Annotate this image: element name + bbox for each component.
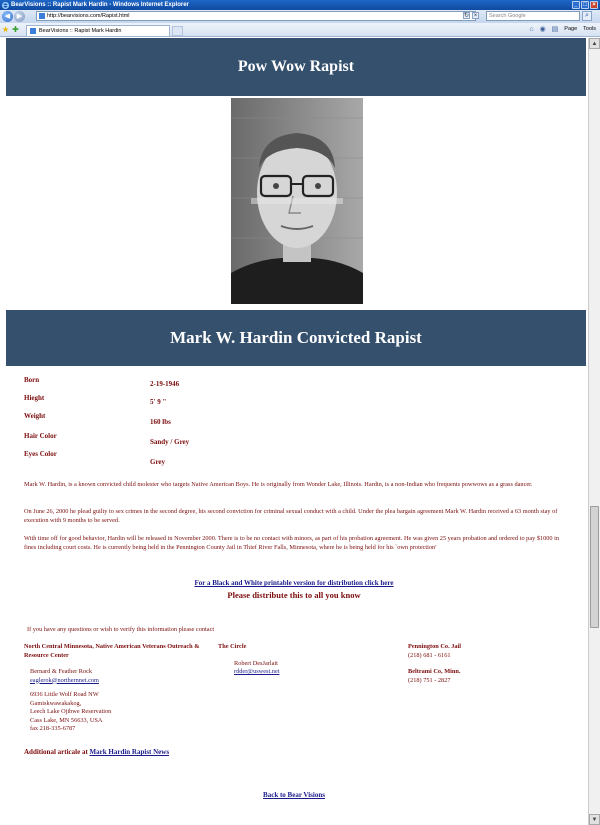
address-line: Leech Lake Ojibwe Reservation <box>30 708 112 715</box>
page-title-banner: Pow Wow Rapist <box>6 38 586 96</box>
address-bar[interactable] <box>36 11 476 21</box>
ncm-email-link[interactable]: eaglerok@northernnet.com <box>30 676 99 684</box>
forward-button[interactable]: ▶ <box>14 11 25 22</box>
additional-articles <box>24 748 169 756</box>
minimize-button[interactable]: _ <box>572 1 580 9</box>
contact-jails <box>408 643 568 685</box>
detail-label: Hieght <box>24 394 45 402</box>
close-button[interactable]: × <box>590 1 598 9</box>
address-line: fax 218-335-6787 <box>30 725 76 732</box>
paragraph-release: With time off for good behavior, Hardin will be released in November 2000. There is to be no contact with minors, as part of his probation agreement. He was given 25 years probation and ordered to pay $1000 in fines including court costs. He is currently being held in the Pennington County Jail in Thief River Falls, Minnesota, where he is being held for his `own protection' <box>24 535 560 551</box>
page-icon <box>39 13 45 19</box>
detail-value: 160 lbs <box>150 418 171 426</box>
circle-email-link[interactable]: rdder@uswest.net <box>234 668 280 675</box>
detail-value: 5' 9 " <box>150 398 167 406</box>
maximize-button[interactable]: □ <box>581 1 589 9</box>
stop-button[interactable]: × <box>473 12 478 19</box>
paragraph-intro: Mark W. Hardin, is a known convicted child molester who targets Native American Boys. He is originally from Wonder Lake, Illinois. Hardin, is a non-Indian who frequents powwows as a grass dancer. <box>24 481 533 488</box>
contact-ncm <box>24 643 204 734</box>
contact-circle <box>218 643 378 677</box>
detail-label: Born <box>24 376 40 384</box>
back-link-wrap <box>0 784 588 802</box>
ncm-title: North Central Minnesota, Native American Veterans Outreach & Resource Center <box>24 643 200 659</box>
contact-intro: If you have any questions or wish to verify this information please contact <box>27 626 215 633</box>
vertical-scrollbar[interactable] <box>588 38 600 825</box>
rapist-news-link[interactable]: Mark Hardin Rapist News <box>89 748 170 756</box>
back-to-bear-visions-link[interactable]: Back to Bear Visions <box>263 791 325 799</box>
pennington-title: Pennington Co. Jail <box>408 643 462 650</box>
print-icon[interactable]: ▤ <box>551 26 559 33</box>
scroll-down-icon[interactable]: ▼ <box>589 814 600 825</box>
favorites-star-icon[interactable]: ★ <box>2 25 10 34</box>
search-icon[interactable]: ⌕ <box>582 11 592 21</box>
home-icon[interactable]: ⌂ <box>529 25 534 33</box>
page-menu[interactable]: Page <box>564 26 578 32</box>
detail-label: Weight <box>24 412 46 420</box>
tab-bar <box>0 23 600 37</box>
address-line: Gamiskwawakakog, <box>30 699 82 707</box>
new-tab-button[interactable] <box>172 26 183 36</box>
refresh-button[interactable]: ↻ <box>463 12 470 19</box>
feeds-icon[interactable]: ◉ <box>539 26 546 33</box>
distribute-notice: Please distribute this to all you know <box>227 590 361 600</box>
detail-label: Eyes Color <box>24 450 57 458</box>
tab-page-icon <box>30 28 36 34</box>
beltrami-title: Beltrami Co, Minn. <box>408 668 461 675</box>
address-line: Cass Lake, MN 56633, USA <box>30 716 103 724</box>
ncm-address <box>24 691 204 734</box>
detail-value: Grey <box>150 458 166 466</box>
rapist-name-banner: Mark W. Hardin Convicted Rapist <box>6 310 586 366</box>
navigation-bar <box>0 10 600 23</box>
circle-title: The Circle <box>218 643 247 650</box>
beltrami-phone: (218) 751 - 2827 <box>408 676 451 684</box>
additional-prefix: Additional articale at <box>24 748 88 756</box>
tab-current[interactable] <box>26 25 170 36</box>
window-title: BearVisions :: Rapist Mark Hardin - Windows Internet Explorer <box>11 2 189 8</box>
scroll-thumb[interactable] <box>590 506 599 628</box>
mugshot-photo <box>231 98 363 304</box>
detail-value: 2-19-1946 <box>150 380 180 388</box>
page-viewport <box>0 38 588 825</box>
paragraph-plea: On June 26, 2000 he plead guilty to sex crimes in the second degree, his second conviction for criminal sexual conduct with a child. Under the plea bargain agreement Mark W. Hardin received a 63 month stay of execution with 9 months to be served. <box>24 508 558 524</box>
window-titlebar <box>0 0 600 10</box>
scroll-up-icon[interactable]: ▲ <box>589 38 600 49</box>
tools-menu[interactable]: Tools <box>583 26 596 32</box>
detail-label: Hair Color <box>24 432 57 440</box>
back-button[interactable]: ◀ <box>2 11 13 22</box>
circle-person: Robert DesJarlait <box>234 659 278 667</box>
printable-version-link[interactable]: For a Black and White printable version for distribution click here <box>194 579 394 587</box>
address-line: 6936 Little Wolf Road NW <box>30 691 99 698</box>
search-input[interactable] <box>486 11 580 21</box>
printable-link-wrap <box>0 572 588 590</box>
search-placeholder: Search Google <box>489 13 526 19</box>
ie-logo-icon <box>2 2 9 9</box>
tab-title: BearVisions :: Rapist Mark Hardin <box>39 28 122 34</box>
address-url: http://bearvisions.com/Rapist.html <box>47 13 130 19</box>
pennington-phone: (218) 681 - 6161 <box>408 651 451 659</box>
add-favorites-icon[interactable]: ✚ <box>12 25 19 34</box>
ncm-person: Bernard & Feather Rock <box>30 668 93 675</box>
detail-value: Sandy / Grey <box>150 438 190 446</box>
